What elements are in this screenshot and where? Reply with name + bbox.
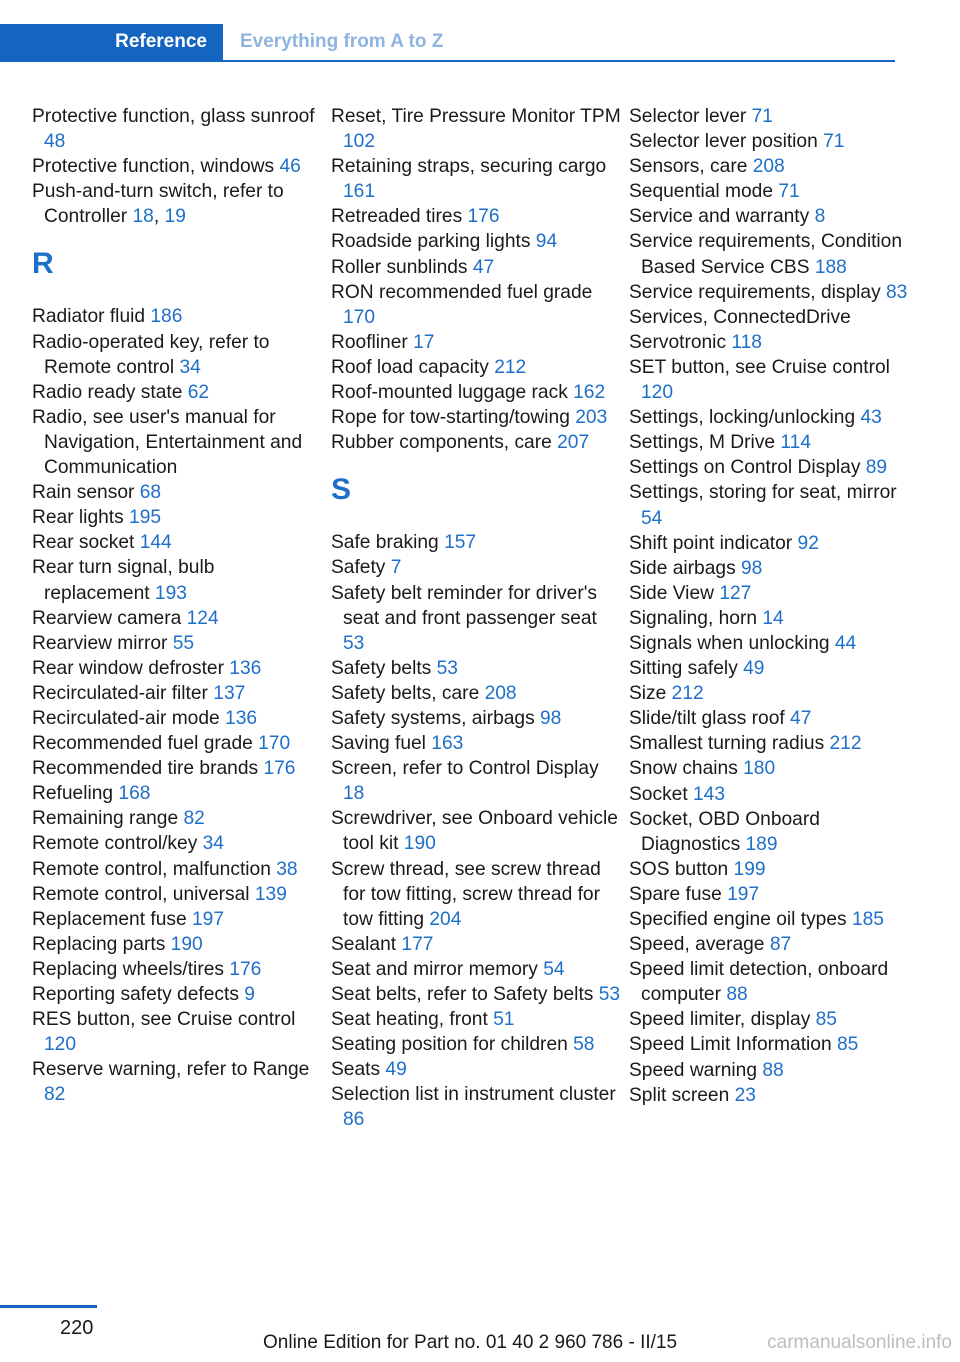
index-entry-text: Safety	[331, 557, 391, 579]
index-entry	[331, 154, 621, 204]
page-link[interactable]: 203	[575, 407, 608, 429]
index-entry	[629, 907, 919, 932]
index-entry-text: Rear socket	[32, 532, 140, 554]
index-entry-text: Safety belts, care	[331, 682, 485, 704]
index-entry-text: Push-and-turn switch, refer to Controller	[32, 181, 284, 228]
index-entry	[331, 1032, 621, 1057]
page-link[interactable]: 82	[183, 808, 205, 830]
index-entry	[32, 706, 322, 731]
index-entry	[629, 556, 919, 581]
index-entry-text: Seat belts, refer to Safety belts	[331, 984, 599, 1005]
index-entry	[629, 405, 919, 430]
index-entry-text: Roofliner	[331, 331, 414, 353]
page-link[interactable]: 193	[154, 582, 187, 604]
page-link[interactable]: 124	[186, 607, 219, 629]
page-link[interactable]: 189	[745, 833, 778, 855]
index-entry-text: Rear window defroster	[32, 657, 230, 679]
page-link[interactable]: 58	[573, 1034, 595, 1056]
index-entry-text: Screw thread, see screw thread for tow fitting, screw thread for tow fitting	[331, 858, 601, 930]
page-link[interactable]: 62	[187, 381, 210, 403]
page-link[interactable]: 87	[769, 934, 792, 956]
index-entry	[32, 731, 322, 756]
index-entry-text: Signaling, horn	[629, 607, 763, 629]
index-entry	[331, 806, 621, 856]
index-entry	[629, 355, 919, 405]
index-entry-text: Radio ready state	[32, 381, 188, 403]
page-link[interactable]: 186	[150, 306, 183, 328]
index-entry	[331, 355, 621, 380]
index-entry	[629, 857, 919, 882]
page-link[interactable]: 38	[276, 858, 298, 880]
index-entry	[629, 330, 919, 355]
index-entry-text: Radio-operated key, refer to Remote control	[32, 331, 270, 378]
index-entry-text: Rain sensor	[32, 482, 140, 504]
index-entry	[629, 480, 919, 530]
index-entry	[32, 932, 322, 957]
index-column-1	[32, 104, 322, 1107]
page-link[interactable]: 170	[343, 306, 376, 328]
page-link[interactable]: 92	[797, 532, 819, 554]
page-link[interactable]: 136	[225, 707, 258, 729]
page-header	[0, 24, 895, 62]
page-link[interactable]: 23	[734, 1084, 756, 1106]
index-entry-text: Roller sunblinds	[331, 256, 473, 278]
page-link[interactable]: 86	[343, 1109, 365, 1131]
index-entry-text: Remote control, universal	[32, 883, 255, 905]
page-link[interactable]: 168	[118, 783, 151, 805]
index-entry	[629, 1007, 919, 1032]
page-link[interactable]: 143	[693, 783, 726, 805]
index-entry-text: Rear turn signal, bulb replacement	[32, 557, 215, 604]
index-entry-text: Seats	[331, 1059, 386, 1081]
index-entry-text: Screen, refer to Control Display	[331, 758, 599, 780]
watermark-logo: carmanualsonline.info	[767, 1332, 952, 1353]
page-link[interactable]: 177	[401, 933, 434, 955]
page-link[interactable]: 212	[671, 683, 704, 705]
index-entry-text: Rope for tow-starting/towing	[331, 407, 576, 429]
index-entry	[629, 104, 919, 129]
page-link[interactable]: 9	[244, 984, 255, 1005]
index-entry	[32, 380, 322, 405]
page-link[interactable]: 207	[557, 432, 590, 454]
index-entry-text: Socket, OBD Onboard Diagnostics	[629, 808, 820, 855]
index-entry-text: Retreaded tires	[331, 206, 468, 228]
index-entry	[629, 631, 919, 656]
index-entry	[331, 731, 621, 756]
page-link[interactable]: 212	[494, 356, 527, 378]
index-entry	[32, 681, 322, 706]
index-entry-text: Speed warning	[629, 1059, 763, 1081]
index-entry	[331, 1007, 621, 1032]
page-link[interactable]: 176	[467, 206, 500, 228]
index-entry	[629, 882, 919, 907]
index-entry-text: SOS button	[629, 858, 734, 880]
index-entry-text: Speed limiter, display	[629, 1009, 816, 1031]
index-entry-text: Sequential mode	[629, 181, 779, 203]
index-entry-text: RON recommended fuel grade	[331, 281, 593, 303]
index-entry	[331, 330, 621, 355]
index-entry	[32, 505, 322, 530]
index-entry-text: Settings, locking/unlocking	[629, 407, 861, 429]
page-link[interactable]: 185	[851, 909, 884, 930]
index-entry	[629, 1032, 919, 1057]
index-entry-text: Safety systems, airbags	[331, 707, 541, 729]
page-link[interactable]: 114	[780, 432, 812, 454]
index-entry	[32, 606, 322, 631]
page-link[interactable]: 49	[385, 1059, 407, 1081]
index-entry-text: Selector lever position	[629, 131, 824, 153]
page-link[interactable]: 139	[254, 883, 287, 905]
page-link[interactable]: 136	[229, 657, 262, 679]
index-entry	[331, 1057, 621, 1082]
index-entry	[629, 1058, 919, 1083]
index-entry	[331, 255, 621, 280]
index-entry-text: Reset, Tire Pressure Monitor TPM	[331, 106, 621, 127]
index-entry	[629, 1083, 919, 1108]
index-entry-text: Radiator fluid	[32, 306, 151, 328]
section-letter-s: S	[331, 473, 352, 507]
index-entry	[32, 179, 322, 229]
index-entry	[331, 280, 621, 330]
page-link[interactable]: 89	[865, 457, 888, 479]
page-link[interactable]: 88	[726, 984, 748, 1006]
page-link[interactable]: 71	[778, 181, 800, 203]
page-link[interactable]: 34	[179, 356, 201, 378]
tab-reference[interactable]: Reference	[0, 24, 223, 60]
index-entry	[32, 330, 322, 380]
index-entry	[629, 731, 919, 756]
index-entry-text: Screwdriver, see Onboard vehicle tool kit	[331, 808, 618, 855]
page-link[interactable]: 157	[444, 532, 477, 554]
index-entry	[629, 154, 919, 179]
index-entry-text: Remote control, malfunction	[32, 858, 277, 880]
index-entry	[629, 305, 919, 330]
index-entry-text: Refueling	[32, 783, 119, 805]
index-entry-text: Sensors, care	[629, 156, 753, 178]
page-link[interactable]: 49	[743, 658, 765, 680]
index-entry	[32, 756, 322, 781]
page-link[interactable]: 71	[751, 106, 773, 127]
index-entry-text: Size	[629, 683, 672, 705]
index-entry	[32, 907, 322, 932]
page-link[interactable]: 144	[139, 532, 172, 554]
page-link[interactable]: 204	[429, 908, 462, 930]
index-entry-text: Remaining range	[32, 808, 184, 830]
index-entry	[629, 581, 919, 606]
index-entry-text: Specified engine oil types	[629, 909, 852, 930]
index-entry-text: Servotronic	[629, 331, 732, 353]
index-entry	[32, 530, 322, 555]
page-link[interactable]: 195	[129, 507, 162, 529]
page-link[interactable]: 137	[213, 682, 246, 704]
index-entry	[32, 831, 322, 856]
index-entry	[32, 806, 322, 831]
page-link[interactable]: 162	[573, 382, 606, 404]
index-entry-text: Settings on Control Display	[629, 457, 866, 479]
index-entry	[629, 756, 919, 781]
page-link[interactable]: 14	[762, 607, 784, 629]
index-entry	[32, 857, 322, 882]
page-link[interactable]: 18	[343, 783, 365, 805]
page-link[interactable]: 190	[170, 933, 203, 955]
page-link[interactable]: 83	[886, 281, 908, 303]
index-entry	[331, 104, 621, 154]
index-entry-text: Selection list in instrument cluster	[331, 1084, 616, 1106]
index-entry-text: Sitting safely	[629, 658, 744, 680]
index-entry-text: Shift point indicator	[629, 532, 798, 554]
index-entry-text: Side airbags	[629, 557, 741, 579]
index-entry	[629, 229, 919, 279]
index-entry	[32, 555, 322, 605]
index-entry	[331, 581, 621, 656]
page-link[interactable]: 46	[279, 156, 301, 178]
page-link[interactable]: 120	[44, 1034, 77, 1056]
index-entry	[331, 530, 621, 555]
page-link[interactable]: 7	[390, 557, 402, 579]
page-link[interactable]: 19	[164, 206, 186, 228]
index-entry-text: Saving fuel	[331, 733, 432, 755]
page-link[interactable]: 127	[719, 582, 752, 604]
page-link[interactable]: 53	[598, 984, 621, 1005]
index-entry	[331, 857, 621, 932]
page-link[interactable]: 34	[202, 833, 224, 855]
page-link[interactable]: 85	[836, 1034, 859, 1056]
page-link[interactable]: 188	[814, 256, 847, 278]
page-link[interactable]: 85	[815, 1009, 837, 1031]
page-link[interactable]: 176	[229, 958, 262, 980]
page-link[interactable]: 98	[741, 557, 763, 579]
index-entry-text: Side View	[629, 582, 720, 604]
index-entry-text: Smallest turning radius	[629, 733, 830, 755]
index-entry-text: SET button, see Cruise control	[629, 356, 890, 378]
index-entry-text: Replacement fuse	[32, 908, 192, 930]
page-link[interactable]: 47	[472, 256, 495, 278]
index-entry	[629, 179, 919, 204]
index-entry	[331, 229, 621, 254]
index-entry-text: Reporting safety defects	[32, 984, 245, 1005]
index-entry	[629, 807, 919, 857]
index-entry	[331, 430, 621, 455]
index-entry-text: Recirculated-air mode	[32, 707, 226, 729]
index-entry-text: Replacing wheels/tires	[32, 958, 230, 980]
header-rule	[0, 60, 895, 62]
index-entry	[629, 204, 919, 229]
index-entry	[32, 656, 322, 681]
index-entry	[32, 405, 322, 480]
page-link[interactable]: 8	[814, 206, 826, 228]
index-entry-text: Snow chains	[629, 758, 744, 780]
page-link[interactable]: 176	[263, 758, 296, 780]
page-link[interactable]: 54	[543, 958, 565, 980]
page-link[interactable]: 53	[343, 632, 365, 654]
index-entry	[32, 104, 322, 154]
index-entry	[629, 606, 919, 631]
index-entry-text: Service requirements, display	[629, 281, 887, 303]
index-entry-text: Seating position for children	[331, 1034, 574, 1056]
index-entry	[331, 555, 621, 580]
index-entry-text: Replacing parts	[32, 933, 171, 955]
page-link[interactable]: 197	[727, 883, 760, 905]
index-entry-text: Retaining straps, securing cargo	[331, 156, 607, 178]
page-link[interactable]: 120	[641, 382, 674, 404]
index-entry	[331, 405, 621, 430]
page-separator: ,	[153, 206, 165, 228]
index-entry	[331, 1082, 621, 1132]
index-entry	[331, 706, 621, 731]
page-link[interactable]: 118	[731, 331, 762, 353]
index-column-2	[331, 104, 621, 1133]
index-entry	[32, 1007, 322, 1057]
index-entry-text: Radio, see user's manual for Navigation, Entertainment and Communication	[32, 406, 303, 479]
edition-info: Online Edition for Part no. 01 40 2 960 786 - II/15	[263, 1332, 678, 1353]
index-entry-text: Safe braking	[331, 532, 445, 554]
index-entry-text: Roadside parking lights	[331, 231, 536, 253]
index-entry-text: Rear lights	[32, 507, 130, 529]
page-link[interactable]: 94	[535, 231, 558, 253]
page-link[interactable]: 68	[139, 482, 162, 504]
index-entry	[331, 756, 621, 806]
page-link[interactable]: 88	[762, 1059, 784, 1081]
index-entry	[32, 957, 322, 982]
page-link[interactable]: 212	[829, 733, 862, 755]
index-entry-text: Safety belt reminder for driver's seat and front passenger seat	[331, 582, 597, 629]
index-entry-text: Speed Limit Information	[629, 1034, 837, 1056]
page-link[interactable]: 102	[343, 131, 376, 153]
index-entry-text: Settings, storing for seat, mirror	[629, 482, 897, 504]
index-entry	[629, 430, 919, 455]
index-entry-text: Recommended fuel grade	[32, 733, 259, 755]
index-entry-text: Sealant	[331, 933, 402, 955]
index-entry-text: Recirculated-air filter	[32, 682, 214, 704]
section-letter-r: R	[32, 247, 54, 281]
page-link[interactable]: 17	[413, 331, 435, 353]
index-entry	[32, 982, 322, 1007]
index-entry	[629, 932, 919, 957]
tab-everything-a-to-z[interactable]: Everything from A to Z	[240, 31, 444, 52]
page-link[interactable]: 48	[44, 131, 66, 153]
index-entry-text: Selector lever	[629, 106, 752, 127]
index-entry-text: Service requirements, Condition Based Service CBS	[629, 231, 903, 278]
index-entry-text: Seat heating, front	[331, 1009, 494, 1031]
page-link[interactable]: 161	[343, 181, 376, 203]
index-entry-text: Roof load capacity	[331, 356, 495, 378]
index-entry	[331, 932, 621, 957]
page-link[interactable]: 43	[860, 407, 882, 429]
page-link[interactable]: 44	[834, 632, 857, 654]
page-link[interactable]: 53	[436, 657, 458, 679]
index-entry-text: Protective function, glass sunroof	[32, 106, 315, 127]
index-entry	[32, 154, 322, 179]
page-link[interactable]: 51	[493, 1009, 515, 1031]
index-entry	[331, 204, 621, 229]
index-entry-text: Rubber components, care	[331, 432, 558, 454]
page-link[interactable]: 55	[172, 632, 195, 654]
index-entry	[629, 531, 919, 556]
index-entry	[629, 280, 919, 305]
page-link[interactable]: 98	[540, 707, 562, 729]
index-entry	[629, 681, 919, 706]
index-entry	[331, 681, 621, 706]
page-number: 220	[60, 1317, 94, 1339]
index-entry-text: Protective function, windows	[32, 156, 280, 178]
index-entry	[32, 781, 322, 806]
index-entry-text: Rearview mirror	[32, 632, 173, 654]
index-entry	[32, 304, 322, 329]
index-entry-text: RES button, see Cruise control	[32, 1009, 296, 1031]
page-link[interactable]: 18	[132, 206, 154, 228]
index-entry-text: Roof-mounted luggage rack	[331, 382, 574, 404]
index-entry-text: Safety belts	[331, 657, 437, 679]
index-entry	[629, 129, 919, 154]
index-entry	[331, 957, 621, 982]
index-entry	[331, 656, 621, 681]
index-column-3	[629, 104, 919, 1108]
index-entry	[331, 982, 621, 1007]
page-link[interactable]: 199	[733, 858, 766, 880]
index-entry-text: Speed limit detection, onboard computer	[629, 959, 889, 1006]
page-link[interactable]: 71	[823, 131, 845, 153]
index-entry-text: Remote control/key	[32, 833, 203, 855]
index-entry	[629, 455, 919, 480]
index-entry-text: Slide/tilt glass roof	[629, 708, 791, 730]
index-entry	[32, 882, 322, 907]
footer-rule	[0, 1305, 97, 1308]
page-link[interactable]: 208	[752, 156, 785, 178]
page-link[interactable]: 190	[403, 833, 436, 855]
index-entry-text: Settings, M Drive	[629, 432, 781, 454]
index-entry-text: Socket	[629, 783, 693, 805]
index-entry-text: Rearview camera	[32, 607, 187, 629]
index-entry-text: Split screen	[629, 1084, 735, 1106]
index-entry	[32, 631, 322, 656]
index-entry-text: Services, ConnectedDrive	[629, 306, 851, 328]
index-entry	[629, 656, 919, 681]
index-entry-text: Seat and mirror memory	[331, 958, 544, 980]
index-entry-text: Speed, average	[629, 934, 770, 956]
index-entry	[629, 782, 919, 807]
page-link[interactable]: 163	[431, 733, 464, 755]
index-entry	[629, 957, 919, 1007]
index-entry	[32, 480, 322, 505]
page-link[interactable]: 180	[743, 758, 776, 780]
index-entry-text: Reserve warning, refer to Range	[32, 1059, 310, 1081]
index-entry-text: Spare fuse	[629, 883, 728, 905]
index-entry-text: Service and warranty	[629, 206, 815, 228]
page-link[interactable]: 208	[484, 682, 517, 704]
index-entry-text: Recommended tire brands	[32, 758, 264, 780]
page-link[interactable]: 54	[641, 507, 663, 529]
page-link[interactable]: 47	[790, 708, 812, 730]
page-link[interactable]: 82	[44, 1084, 66, 1106]
index-entry	[331, 380, 621, 405]
index-entry	[629, 706, 919, 731]
page-link[interactable]: 197	[191, 908, 224, 930]
index-entry	[32, 1057, 322, 1107]
page-link[interactable]: 170	[258, 733, 291, 755]
index-entry-text: Signals when unlocking	[629, 632, 835, 654]
